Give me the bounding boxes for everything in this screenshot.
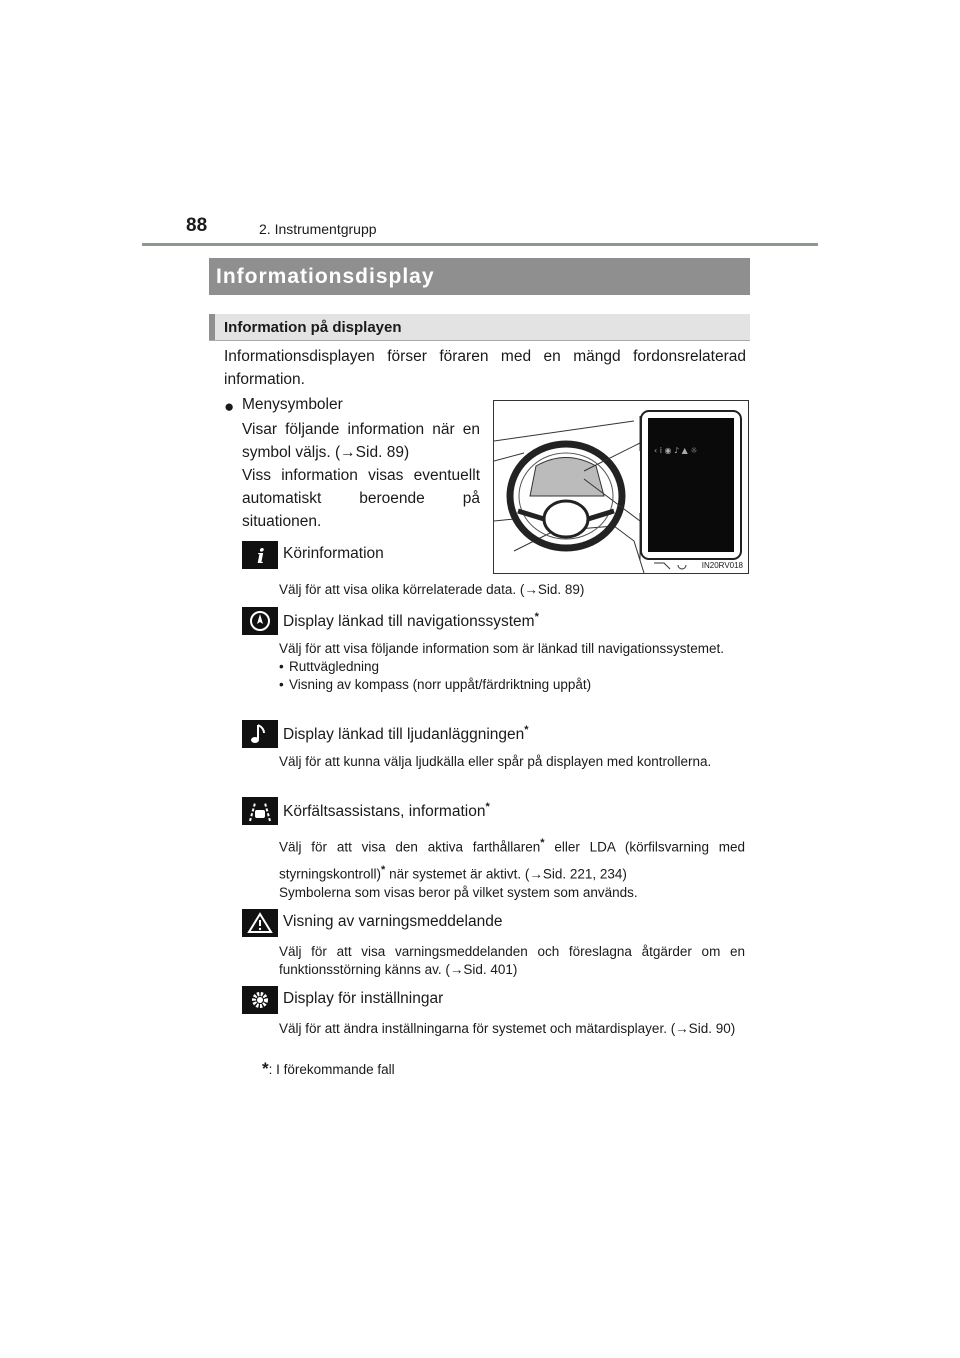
list-item: • Ruttvägledning — [279, 658, 745, 676]
item-title-settings: Display för inställningar — [283, 990, 444, 1007]
item-title-navigation-text: Display länkad till navigationssystem — [283, 613, 535, 631]
item-desc-lane-assist — [279, 832, 745, 885]
svg-text:i: i — [257, 544, 265, 568]
subsection-title: Information på displayen — [209, 314, 750, 341]
subsection-rule — [209, 340, 750, 341]
navigation-list — [279, 658, 745, 694]
figure-code: IN20RV018 — [701, 561, 743, 570]
steering-wheel-illustration — [494, 401, 748, 573]
footnote-star: * — [524, 724, 529, 736]
item-desc-lane-assist-2: Symbolerna som visas beror på vilket system som används. — [279, 885, 638, 900]
bullet-body-1: Visar följande information när en symbol väljs. (→Sid. 89) — [242, 421, 480, 461]
footnote-star: * — [262, 1059, 269, 1078]
item-desc-navigation-text: Välj för att visa följande information som är länkad till navigationssystemet. — [279, 641, 724, 656]
item-desc-driving-info: Välj för att visa olika körrelaterade data. (→Sid. 89) — [279, 582, 585, 597]
item-title-lane-assist-text: Körfältsassistans, information — [283, 803, 486, 821]
info-icon — [242, 541, 278, 569]
item-title-audio-text: Display länkad till ljudanläggningen — [283, 726, 525, 744]
footnote — [262, 1059, 395, 1079]
music-note-icon — [242, 720, 278, 748]
lane-desc-b: eller LDA (körfilsvarning med styrningskontroll) — [279, 839, 745, 881]
lane-desc-c: när systemet är aktivt. (→Sid. 221, 234) — [385, 866, 627, 881]
footnote-star: * — [534, 611, 539, 623]
settings-gear-icon — [242, 986, 278, 1014]
bullet-body — [242, 418, 480, 533]
item-desc-warning: Välj för att visa varningsmeddelanden och föreslagna åtgärder om en funktionsstörning känns av. (→Sid. 401) — [279, 944, 745, 977]
item-title-lane-assist — [283, 801, 490, 821]
footnote-star: * — [381, 863, 386, 876]
footnote-text: : I förekommande fall — [268, 1062, 395, 1077]
warning-icon — [242, 909, 278, 937]
list-item: • Visning av kompass (norr uppåt/färdriktning uppåt) — [279, 676, 745, 694]
dashboard-figure — [493, 400, 749, 574]
footnote-star: * — [485, 801, 490, 813]
header-rule — [142, 243, 818, 246]
bullet-dot-icon: ● — [224, 397, 235, 416]
navigation-icon — [242, 607, 278, 635]
item-desc-settings: Välj för att ändra inställningarna för systemet och mätardisplayer. (→Sid. 90) — [279, 1021, 736, 1036]
bullet-title: Menysymboler — [242, 396, 343, 413]
footnote-star: * — [540, 837, 545, 849]
section-title: Informationsdisplay — [209, 258, 750, 295]
lane-desc-a: Välj för att visa den aktiva farthållaren — [279, 839, 541, 855]
svg-text:‹ i ◉ ♪ ▲ ☼: ‹ i ◉ ♪ ▲ ☼ — [654, 446, 698, 455]
chapter-title: 2. Instrumentgrupp — [259, 221, 377, 237]
item-title-warning: Visning av varningsmeddelande — [283, 913, 503, 930]
page-number: 88 — [186, 215, 208, 236]
bullet-body-2: Viss information visas eventuellt automatiskt beroende på situationen. — [242, 467, 480, 530]
lane-assist-icon — [242, 797, 278, 825]
item-desc-audio: Välj för att kunna välja ljudkälla eller spår på displayen med kontrollerna. — [279, 754, 712, 769]
item-title-driving-info: Körinformation — [283, 545, 384, 562]
intro-paragraph: Informationsdisplayen förser föraren med en mängd fordonsrelaterad information. — [224, 348, 746, 388]
item-desc-navigation — [279, 640, 745, 694]
item-title-audio — [283, 724, 529, 744]
item-title-navigation — [283, 611, 539, 631]
